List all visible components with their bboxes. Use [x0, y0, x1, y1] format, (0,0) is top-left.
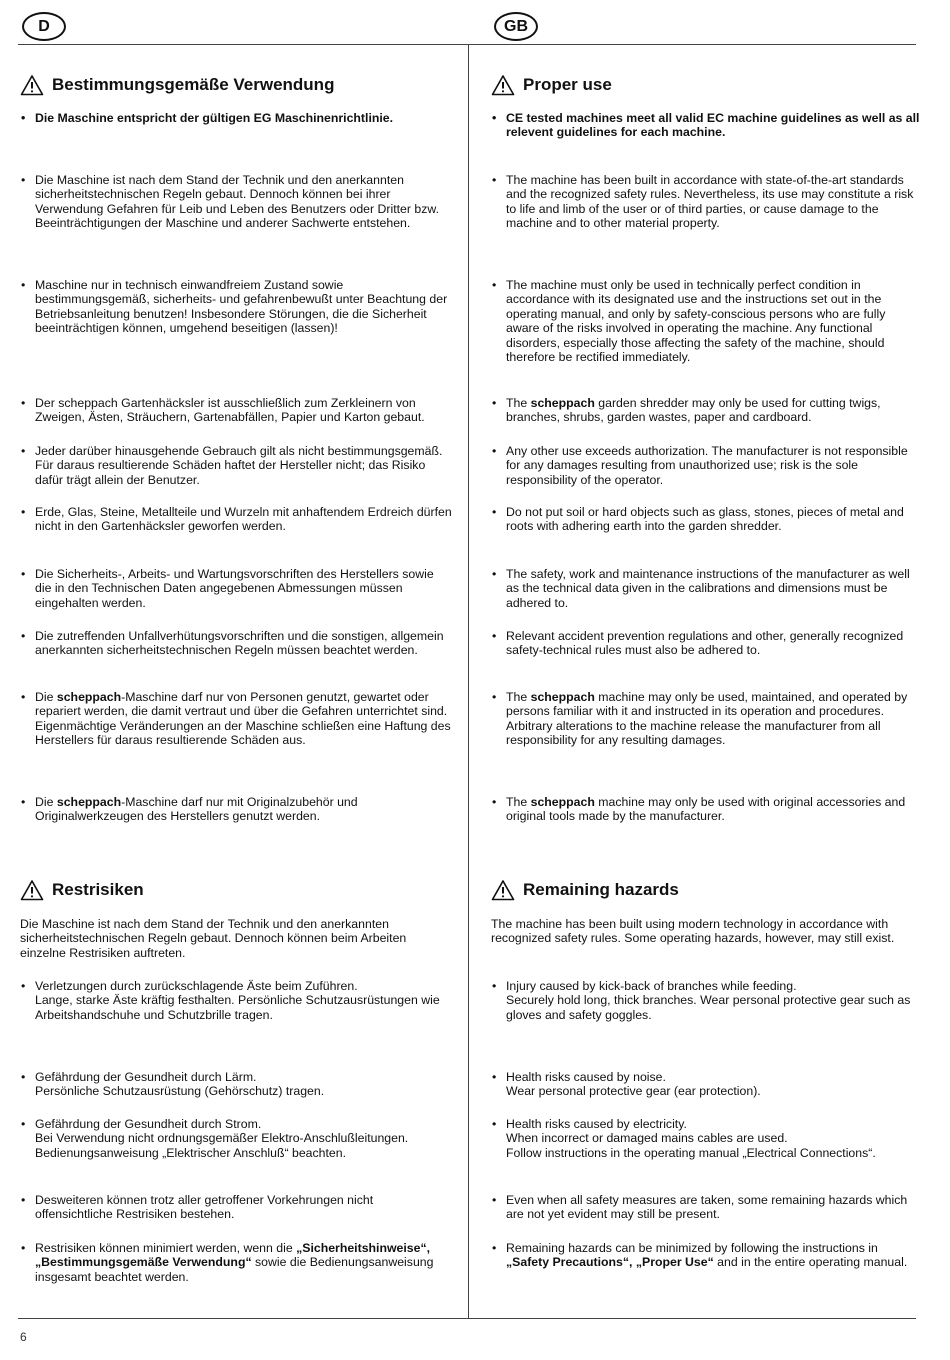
- bullet-item: • Die scheppach-Maschine darf nur mit Originalzubehör und Originalwerkzeugen des Herstellers genutzt werden.: [20, 795, 452, 824]
- bullet-item: • Health risks caused by noise. Wear personal protective gear (ear protection).: [491, 1070, 921, 1099]
- intro-paragraph: The machine has been built using modern technology in accordance with recognized safety rules. Some operating hazards, however, may still exist.: [491, 917, 895, 946]
- bullet-item: • The scheppach garden shredder may only be used for cutting twigs, branches, shrubs, garden wastes, paper and cardboard.: [491, 396, 921, 425]
- bullet-item: • Restrisiken können minimiert werden, wenn die „Sicherheitshinweise“, „Bestimmungsgemäße Verwendung“ sowie die Bedienungsanweisung insgesamt beachtet werden.: [20, 1241, 452, 1284]
- bullet-item: • Do not put soil or hard objects such as glass, stones, pieces of metal and roots with adhering earth into the garden shredder.: [491, 505, 921, 534]
- english-column: [491, 0, 921, 1320]
- warning-triangle-icon: [491, 74, 515, 96]
- heading-text: Bestimmungsgemäße Verwendung: [52, 74, 335, 94]
- bullet-item: • The scheppach machine may only be used, maintained, and operated by persons familiar with it and instructed in its operation and procedures. Arbitrary alterations to the machine release the manufacturer from all responsibility for any resulting damages.: [491, 690, 921, 748]
- bullet-item: • Desweiteren können trotz aller getroffener Vorkehrungen nicht offensichtliche Restrisiken bestehen.: [20, 1193, 452, 1222]
- bullet-item: • The machine has been built in accordance with state-of-the-art standards and the recognized safety rules. Nevertheless, its use may constitute a risk to life and limb of the user or of third parties, or cause damage to the machine and to other material property.: [491, 173, 921, 231]
- bullet-item: • The safety, work and maintenance instructions of the manufacturer as well as the technical data given in the calibrations and dimensions must be adhered to.: [491, 567, 921, 610]
- warning-triangle-icon: [491, 879, 515, 901]
- brand-name: scheppach: [530, 795, 595, 809]
- bullet-item: • The scheppach machine may only be used with original accessories and original tools made by the manufacturer.: [491, 795, 921, 824]
- section-heading-residual-risks-de: [20, 879, 144, 901]
- bullet-item: • Die Sicherheits-, Arbeits- und Wartungsvorschriften des Herstellers sowie die in den Technischen Daten angegebenen Abmessungen müssen eingehalten werden.: [20, 567, 452, 610]
- brand-name: scheppach: [56, 795, 122, 809]
- bullet-item: • Injury caused by kick-back of branches while feeding. Securely hold long, thick branches. Wear personal protective gear such as gloves and safety goggles.: [491, 979, 921, 1022]
- bullet-item: • The machine must only be used in technically perfect condition in accordance with its designated use and the instructions set out in the operating manual, and only by safety-conscious persons who are fully aware of the risks involved in operating the machine. Any functional disorders, especially those affecting the safety of the machine, should therefore be rectified immediately.: [491, 278, 921, 364]
- bullet-item: • Der scheppach Gartenhäcksler ist ausschließlich zum Zerkleinern von Zweigen, Ästen, Sträuchern, Gartenabfällen, Papier und Karton gebaut.: [20, 396, 452, 425]
- bullet-item: • Die Maschine entspricht der gültigen EG Maschinenrichtlinie.: [20, 111, 452, 125]
- section-heading-proper-use-de: [20, 74, 334, 96]
- section-heading-proper-use-en: [491, 74, 612, 96]
- bullet-item: • Gefährdung der Gesundheit durch Strom. Bei Verwendung nicht ordnungsgemäßer Elektro-Anschlußleitungen. Bedienungsanweisung „Elektrischer Anschluß“ beachten.: [20, 1117, 452, 1160]
- bullet-item: • Even when all safety measures are taken, some remaining hazards which are not yet evident may still be present.: [491, 1193, 921, 1222]
- section-heading-remaining-hazards-en: [491, 879, 679, 901]
- brand-name: scheppach: [530, 690, 595, 704]
- language-badge-de: D: [22, 12, 66, 41]
- intro-paragraph: Die Maschine ist nach dem Stand der Technik und den anerkannten sicherheitstechnischen Regeln gebaut. Dennoch können beim Arbeiten einzelne Restrisiken auftreten.: [20, 917, 407, 960]
- bullet-item: • Erde, Glas, Steine, Metallteile und Wurzeln mit anhaftendem Erdreich dürfen nicht in den Gartenhäcksler geworfen werden.: [20, 505, 452, 534]
- brand-name: scheppach: [56, 690, 122, 704]
- bullet-item: • Remaining hazards can be minimized by following the instructions in „Safety Precautions“, „Proper Use“ and in the entire operating manual.: [491, 1241, 921, 1270]
- heading-text: Proper use: [523, 74, 612, 94]
- bullet-item: • Relevant accident prevention regulations and other, generally recognized safety-technical rules must also be adhered to.: [491, 629, 921, 658]
- bullet-item: • Die zutreffenden Unfallverhütungsvorschriften und die sonstigen, allgemein anerkannten sicherheitstechnischen Regeln müssen beachtet werden.: [20, 629, 452, 658]
- bullet-item: • Die Maschine ist nach dem Stand der Technik und den anerkannten sicherheitstechnischen Regeln gebaut. Dennoch können bei ihrer Verwendung Gefahren für Leib und Leben des Benutzers oder Dritter bzw. Beeinträchtigungen der Maschine und anderer Sachwerte entstehen.: [20, 173, 452, 231]
- bullet-item: • Jeder darüber hinausgehende Gebrauch gilt als nicht bestimmungsgemäß. Für daraus resultierende Schäden haftet der Hersteller nicht; das Risiko dafür trägt allein der Benutzer.: [20, 444, 452, 487]
- warning-triangle-icon: [20, 879, 44, 901]
- heading-text: Remaining hazards: [523, 879, 679, 899]
- bullet-item: • Health risks caused by electricity. When incorrect or damaged mains cables are used. Follow instructions in the operating manual „Electrical Connections“.: [491, 1117, 921, 1160]
- heading-text: Restrisiken: [52, 879, 144, 899]
- column-divider: [468, 44, 469, 1318]
- language-badge-gb: GB: [494, 12, 538, 41]
- bullet-item: • Any other use exceeds authorization. The manufacturer is not responsible for any damages resulting from unauthorized use; risk is the sole responsibility of the operator.: [491, 444, 921, 487]
- german-column: [20, 0, 452, 1320]
- bullet-item: • Verletzungen durch zurückschlagende Äste beim Zuführen. Lange, starke Äste kräftig festhalten. Persönliche Schutzausrüstungen wie Arbeitshandschuhe und Schutzbrille tragen.: [20, 979, 452, 1022]
- brand-name: scheppach: [530, 396, 595, 410]
- warning-triangle-icon: [20, 74, 44, 96]
- bullet-item: • CE tested machines meet all valid EC machine guidelines as well as all relevent guidelines for each machine.: [491, 111, 921, 140]
- bullet-item: • Gefährdung der Gesundheit durch Lärm. Persönliche Schutzausrüstung (Gehörschutz) tragen.: [20, 1070, 452, 1099]
- page-number: 6: [20, 1330, 27, 1344]
- bullet-item: • Maschine nur in technisch einwandfreiem Zustand sowie bestimmungsgemäß, sicherheits- und gefahrenbewußt unter Beachtung der Betriebsanleitung benutzen! Insbesondere Störungen, die die Sicherheit beeinträchtigen können, umgehend beseitigen (lassen)!: [20, 278, 452, 336]
- bullet-item: • Die scheppach-Maschine darf nur von Personen genutzt, gewartet oder repariert werden, die damit vertraut und über die Gefahren unterrichtet sind. Eigenmächtige Veränderungen an der Maschine schließen eine Haftung des Herstellers für daraus resultierende Schäden aus.: [20, 690, 452, 748]
